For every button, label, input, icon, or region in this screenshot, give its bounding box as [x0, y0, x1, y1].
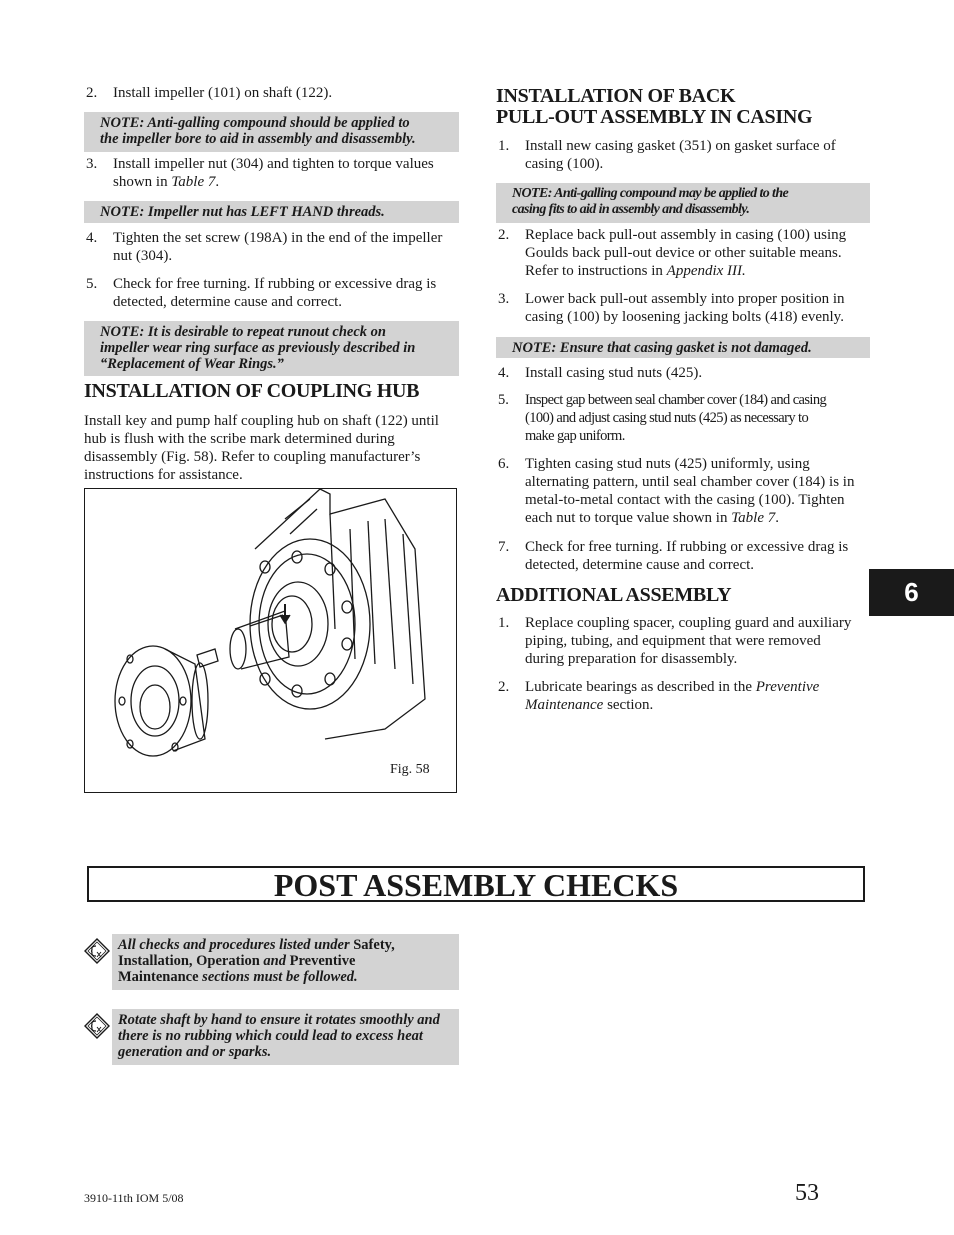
item-text: Lubricate bearings as described in the	[525, 679, 756, 695]
item-text: detected, determine cause and correct.	[113, 294, 343, 310]
ex-explosion-proof-icon	[84, 938, 110, 964]
item-number: 2.	[498, 679, 510, 695]
coupling-hub-illustration	[85, 489, 455, 791]
figure-58	[84, 488, 457, 793]
item-number: 4.	[86, 230, 98, 246]
item-number: 1.	[498, 138, 510, 154]
note-box	[496, 183, 870, 223]
item-number: 4.	[498, 365, 510, 381]
section-reference: Maintenance	[525, 697, 604, 713]
item-number: 7.	[498, 539, 510, 555]
warning-text: Maintenance	[118, 969, 203, 985]
figure-caption: Fig. 58	[390, 762, 430, 777]
document-id: 3910-11th IOM 5/08	[84, 1191, 184, 1205]
item-text: nut (304).	[113, 248, 173, 264]
note-box	[84, 321, 459, 376]
item-text: Refer to instructions in	[525, 263, 667, 279]
appendix-reference: Appendix III.	[666, 263, 746, 279]
warning-text: Installation, Operation	[118, 953, 264, 969]
section-heading-additional-assembly: ADDITIONAL ASSEMBLY	[496, 584, 732, 606]
item-text: (100) and adjust casing stud nuts (425) as necessary to	[525, 410, 809, 426]
note-line: impeller wear ring surface as previously described in	[100, 340, 416, 356]
item-number: 1.	[498, 615, 510, 631]
item-text: Goulds back pull-out device or other suitable means.	[525, 245, 842, 261]
warning-text: Safety,	[353, 937, 395, 953]
warning-text: and	[263, 953, 290, 969]
item-text: Tighten the set screw (198A) in the end of the impeller	[113, 230, 443, 246]
warning-text: sections must be followed.	[202, 969, 358, 985]
item-number: 2.	[86, 85, 98, 101]
item-text: Check for free turning. If rubbing or excessive drag is	[525, 539, 849, 555]
item-text: casing (100).	[525, 156, 604, 172]
table-reference: Table 7	[171, 174, 216, 190]
item-text: Replace back pull-out assembly in casing (100) using	[525, 227, 847, 243]
item-number: 3.	[498, 291, 510, 307]
heading-line: INSTALLATION OF BACK	[496, 85, 736, 107]
note-box	[84, 201, 459, 223]
item-text: Lower back pull-out assembly into proper position in	[525, 291, 845, 307]
item-number: 5.	[498, 392, 509, 408]
table-reference: Table 7	[731, 510, 776, 526]
item-text: section.	[603, 697, 654, 713]
section-heading-coupling-hub: INSTALLATION OF COUPLING HUB	[84, 380, 420, 402]
note-line: the impeller bore to aid in assembly and disassembly.	[100, 131, 416, 147]
item-text: Replace coupling spacer, coupling guard and auxiliary	[525, 615, 852, 631]
paragraph-line: instructions for assistance.	[84, 467, 243, 483]
item-text: Check for free turning. If rubbing or excessive drag is	[113, 276, 437, 292]
warning-text: Rotate shaft by hand to ensure it rotates smoothly and	[118, 1012, 440, 1028]
note-box	[84, 112, 459, 152]
paragraph-line: Install key and pump half coupling hub on shaft (122) until	[84, 413, 439, 429]
item-text: Install impeller nut (304) and tighten to torque values	[113, 156, 434, 172]
coupling-paragraph	[84, 412, 460, 484]
warning-box-procedures	[112, 934, 459, 990]
item-text: casing (100) by loosening jacking bolts (418) evenly.	[525, 309, 844, 325]
item-text: during preparation for disassembly.	[525, 651, 738, 667]
ex-explosion-proof-icon	[84, 1013, 110, 1039]
item-text: make gap uniform.	[525, 428, 625, 444]
note-line: NOTE: It is desirable to repeat runout check on	[100, 324, 386, 340]
item-text: alternating pattern, until seal chamber cover (184) is in	[525, 474, 855, 490]
note-line: “Replacement of Wear Rings.”	[100, 356, 284, 372]
item-text: Install new casing gasket (351) on gasket surface of	[525, 138, 836, 154]
section-tab: 6	[869, 569, 954, 616]
item-text: detected, determine cause and correct.	[525, 557, 755, 573]
item-text: Tighten casing stud nuts (425) uniformly, using	[525, 456, 810, 472]
warning-text: Preventive	[289, 953, 356, 969]
item-number: 2.	[498, 227, 510, 243]
paragraph-line: hub is flush with the scribe mark determined during	[84, 431, 395, 447]
item-text: Install impeller (101) on shaft (122).	[113, 85, 333, 101]
note-line: NOTE: Anti-galling compound should be applied to	[100, 115, 410, 131]
warning-text: there is no rubbing which could lead to excess heat	[118, 1028, 423, 1044]
heading-line: PULL-OUT ASSEMBLY IN CASING	[496, 106, 813, 128]
item-text: each nut to torque value shown in	[525, 510, 732, 526]
page-title: POST ASSEMBLY CHECKS	[87, 866, 865, 902]
item-text: Inspect gap between seal chamber cover (184) and casing	[525, 392, 827, 408]
note-line: casing fits to aid in assembly and disassembly.	[512, 202, 750, 217]
warning-text: generation and or sparks.	[118, 1044, 272, 1060]
item-number: 5.	[86, 276, 98, 292]
warning-text: All checks and procedures listed under	[118, 937, 354, 953]
item-number: 3.	[86, 156, 98, 172]
section-heading-back-pullout	[496, 86, 812, 128]
item-text: metal-to-metal contact with the casing (100). Tighten	[525, 492, 845, 508]
page-number: 53	[795, 1180, 819, 1206]
punctuation: .	[215, 174, 220, 190]
item-text: Install casing stud nuts (425).	[525, 365, 703, 381]
note-line: NOTE: Impeller nut has LEFT HAND threads.	[100, 204, 385, 220]
note-box	[496, 337, 870, 358]
paragraph-line: disassembly (Fig. 58). Refer to coupling manufacturer’s	[84, 449, 421, 465]
punctuation: .	[775, 510, 779, 526]
item-text: shown in	[113, 174, 172, 190]
section-reference: Preventive	[755, 679, 820, 695]
note-line: NOTE: Anti-galling compound may be applied to the	[512, 186, 789, 201]
item-text: piping, tubing, and equipment that were removed	[525, 633, 821, 649]
warning-box-rotate-shaft	[112, 1009, 459, 1065]
item-number: 6.	[498, 456, 510, 472]
note-line: NOTE: Ensure that casing gasket is not damaged.	[512, 340, 812, 356]
